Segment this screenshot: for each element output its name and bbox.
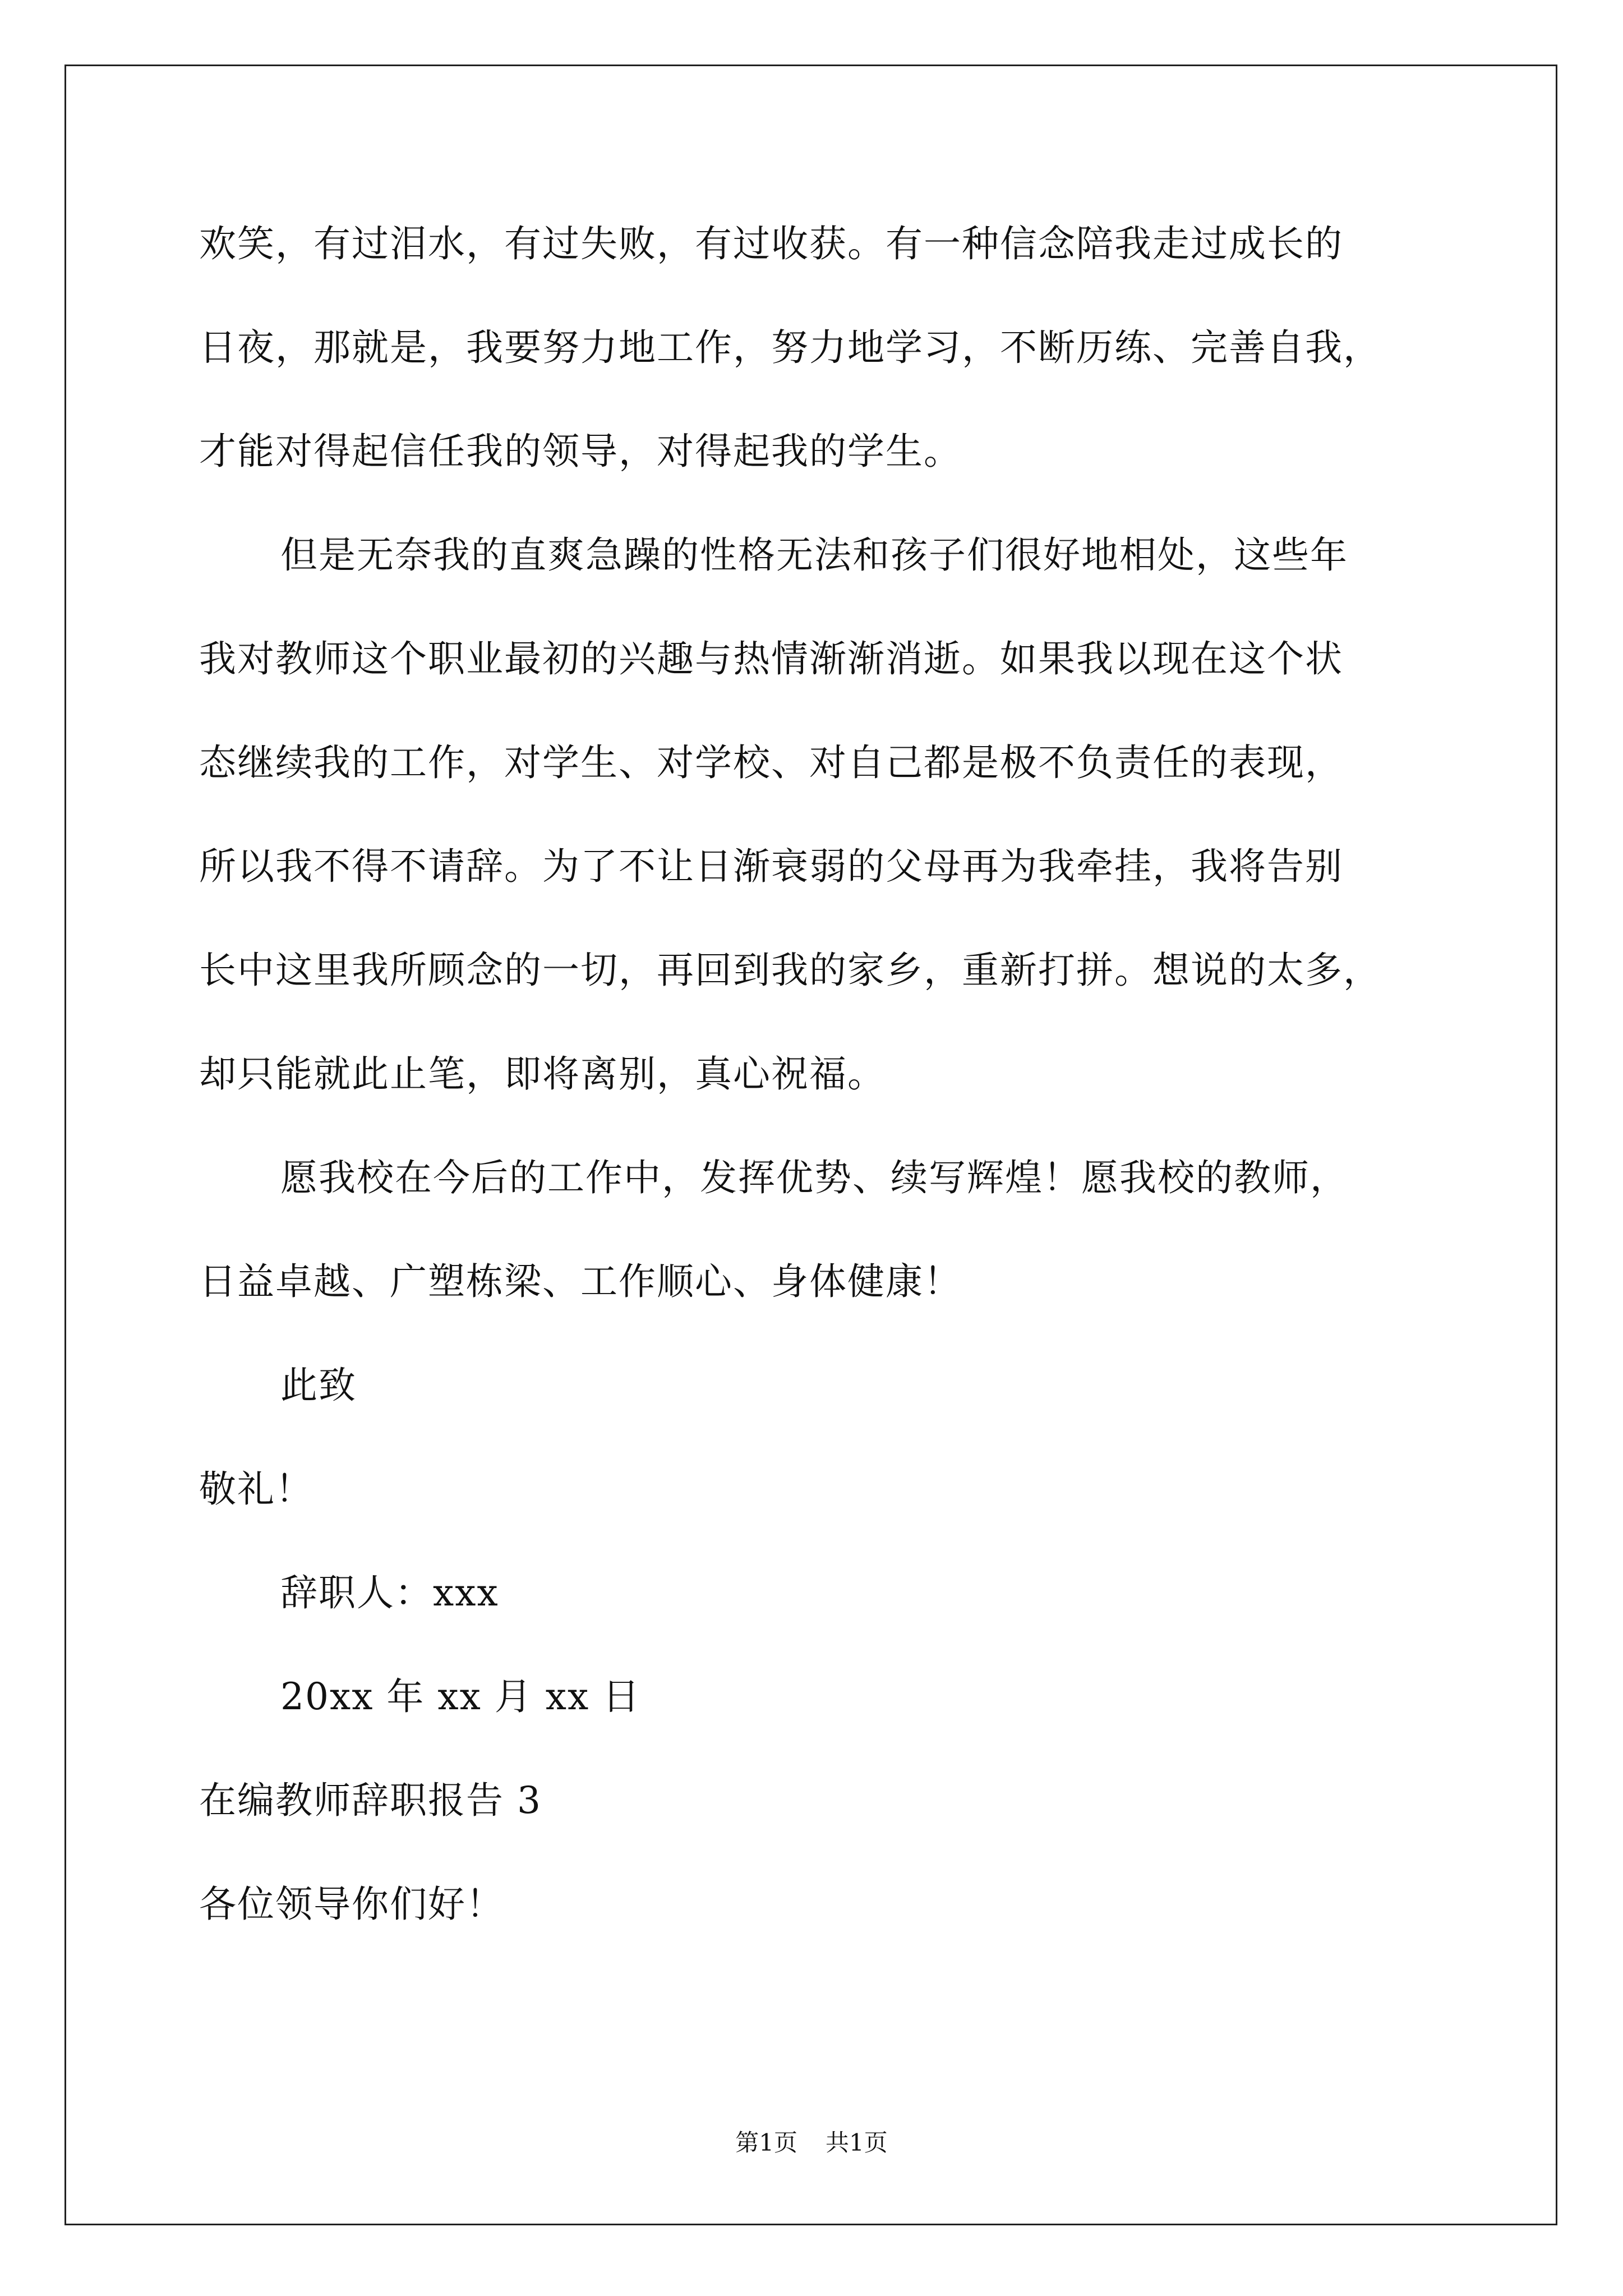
paragraph-line: 才能对得起信任我的领导，对得起我的学生。: [199, 430, 962, 473]
paragraph-line: 长中这里我所顾念的一切，再回到我的家乡，重新打拼。想说的太多，: [199, 949, 1381, 992]
page-number-current: 第1页: [735, 2129, 797, 2156]
paragraph-line: 日益卓越、广塑栋梁、工作顺心、身体健康！: [199, 1260, 962, 1303]
closing-salute: 敬礼！: [199, 1467, 313, 1511]
salutation: 各位领导你们好！: [199, 1883, 504, 1926]
paragraph-line: 但是无奈我的直爽急躁的性格无法和孩子们很好地相处，这些年: [280, 533, 1348, 577]
signature-line: 辞职人：xxx: [280, 1571, 499, 1614]
paragraph-line: 态继续我的工作，对学生、对学校、对自己都是极不负责任的表现，: [199, 741, 1343, 784]
paragraph-line: 欢笑，有过泪水，有过失败，有过收获。有一种信念陪我走过成长的: [199, 222, 1343, 265]
page-number-total: 共1页: [826, 2129, 888, 2156]
paragraph-line: 愿我校在今后的工作中，发挥优势、续写辉煌！愿我校的教师，: [280, 1156, 1348, 1199]
section-title: 在编教师辞职报告 3: [199, 1779, 542, 1822]
page-footer: [0, 2126, 1623, 2160]
closing-greeting: 此致: [280, 1364, 357, 1407]
paragraph-line: 我对教师这个职业最初的兴趣与热情渐渐消逝。如果我以现在这个状: [199, 637, 1343, 680]
paragraph-line: 日夜，那就是，我要努力地工作，努力地学习，不断历练、完善自我，: [199, 326, 1381, 369]
paragraph-line: 所以我不得不请辞。为了不让日渐衰弱的父母再为我牵挂，我将告别: [199, 845, 1343, 888]
date-line: 20xx 年 xx 月 xx 日: [280, 1675, 641, 1718]
paragraph-line: 却只能就此止笔，即将离别，真心祝福。: [199, 1052, 886, 1096]
